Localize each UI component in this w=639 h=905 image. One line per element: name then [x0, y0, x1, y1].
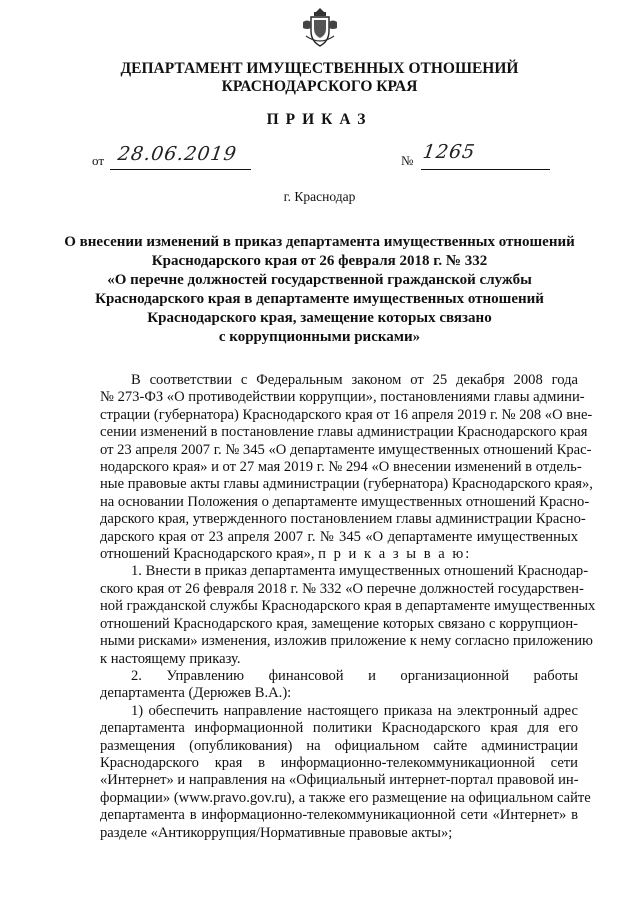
title-line: О внесении изменений в приказ департамента имущественных отношений: [64, 234, 575, 250]
body-line: ными рисками» изменения, изложив приложение к нему согласно приложению: [100, 633, 593, 650]
title-line: Краснодарского края в департаменте имущественных отношений: [95, 291, 544, 307]
body-line: № 273-ФЗ «О противодействии коррупции», постановлениями главы админи-: [100, 389, 585, 406]
body-line: сении изменений в постановление главы администрации Краснодарского края: [100, 424, 588, 441]
body-line: ского края от 26 февраля 2018 г. № 332 «О перечне должностей государствен-: [100, 580, 584, 597]
title-line: Краснодарского края, замещение которых связано: [147, 310, 492, 326]
coat-of-arms-icon: [300, 6, 340, 50]
order-date: 28.06.2019: [116, 143, 239, 165]
date-label: от: [92, 153, 105, 168]
body-line: формации» (www.pravo.gov.ru), а также его размещение на официальном сайте: [100, 789, 591, 806]
department-name-line2: КРАСНОДАРСКОГО КРАЯ: [221, 78, 418, 95]
department-name-line1: ДЕПАРТАМЕНТ ИМУЩЕСТВЕННЫХ ОТНОШЕНИЙ: [120, 60, 519, 77]
body-line: 1) обеспечить направление настоящего приказа на электронный адрес: [131, 702, 578, 719]
body-line: 1. Внести в приказ департамента имущественных отношений Краснодар-: [131, 563, 589, 580]
city: г. Краснодар: [283, 189, 356, 204]
order-number: 1265: [421, 141, 477, 163]
date-underline: [110, 169, 251, 170]
body-line: размещения (опубликования) на официальном сайте администрации: [100, 737, 578, 754]
title-line: Краснодарского края от 26 февраля 2018 г. № 332: [151, 253, 488, 269]
order-body: [100, 372, 596, 842]
body-line: департамента информационной политики Краснодарского края для его: [100, 720, 578, 737]
body-line: разделе «Антикоррупция/Нормативные правовые акты»;: [100, 824, 453, 841]
body-line: дарского края от 23 апреля 2007 г. № 345 «О департаменте имущественных: [100, 528, 578, 545]
body-line: нодарского края» и от 27 мая 2019 г. № 294 «О внесении изменений в отдель-: [100, 459, 582, 476]
body-line: департамента в информационно-телекоммуникационной сети «Интернет» в: [100, 807, 578, 824]
number-underline: [421, 169, 550, 170]
body-line: [100, 546, 578, 563]
body-line: от 23 апреля 2007 г. № 345 «О департаменте имущественных отношений Крас-: [100, 441, 592, 458]
title-line: с коррупционными рисками»: [218, 329, 421, 345]
body-line-text: отношений Краснодарского края»,: [100, 546, 315, 563]
title-line: «О перечне должностей государственной гражданской службы: [107, 272, 532, 288]
body-line: дарского края, утвержденного постановлением главы администрации Красно-: [100, 511, 586, 528]
body-line: отношений Краснодарского края, замещение которых связано с коррупцион-: [100, 615, 578, 632]
body-line: 2. Управлению финансовой и организационной работы: [131, 667, 578, 684]
number-label: №: [401, 153, 414, 168]
body-line: страции (губернатора) Краснодарского края от 16 апреля 2019 г. № 208 «О вне-: [100, 406, 593, 423]
body-line: департамента (Дерюжев В.А.):: [100, 685, 292, 702]
body-line: на основании Положения о департаменте имущественных отношений Красно-: [100, 493, 590, 510]
body-line: к настоящему приказу.: [100, 650, 241, 667]
order-title: [60, 233, 579, 347]
document-type: ПРИКАЗ: [266, 111, 373, 128]
order-word: п р и к а з ы в а ю:: [318, 546, 472, 563]
body-line: Краснодарского края в информационно-телекоммуникационной сети: [100, 754, 578, 771]
body-line: ные правовые акты главы администрации (губернатора) Краснодарского края»,: [100, 476, 593, 493]
body-line: В соответствии с Федеральным законом от 25 декабря 2008 года: [131, 372, 578, 388]
body-line: «Интернет» и направления на «Официальный интернет-портал правовой ин-: [100, 772, 579, 789]
body-line: ной гражданской службы Краснодарского края в департаменте имущественных: [100, 598, 596, 615]
